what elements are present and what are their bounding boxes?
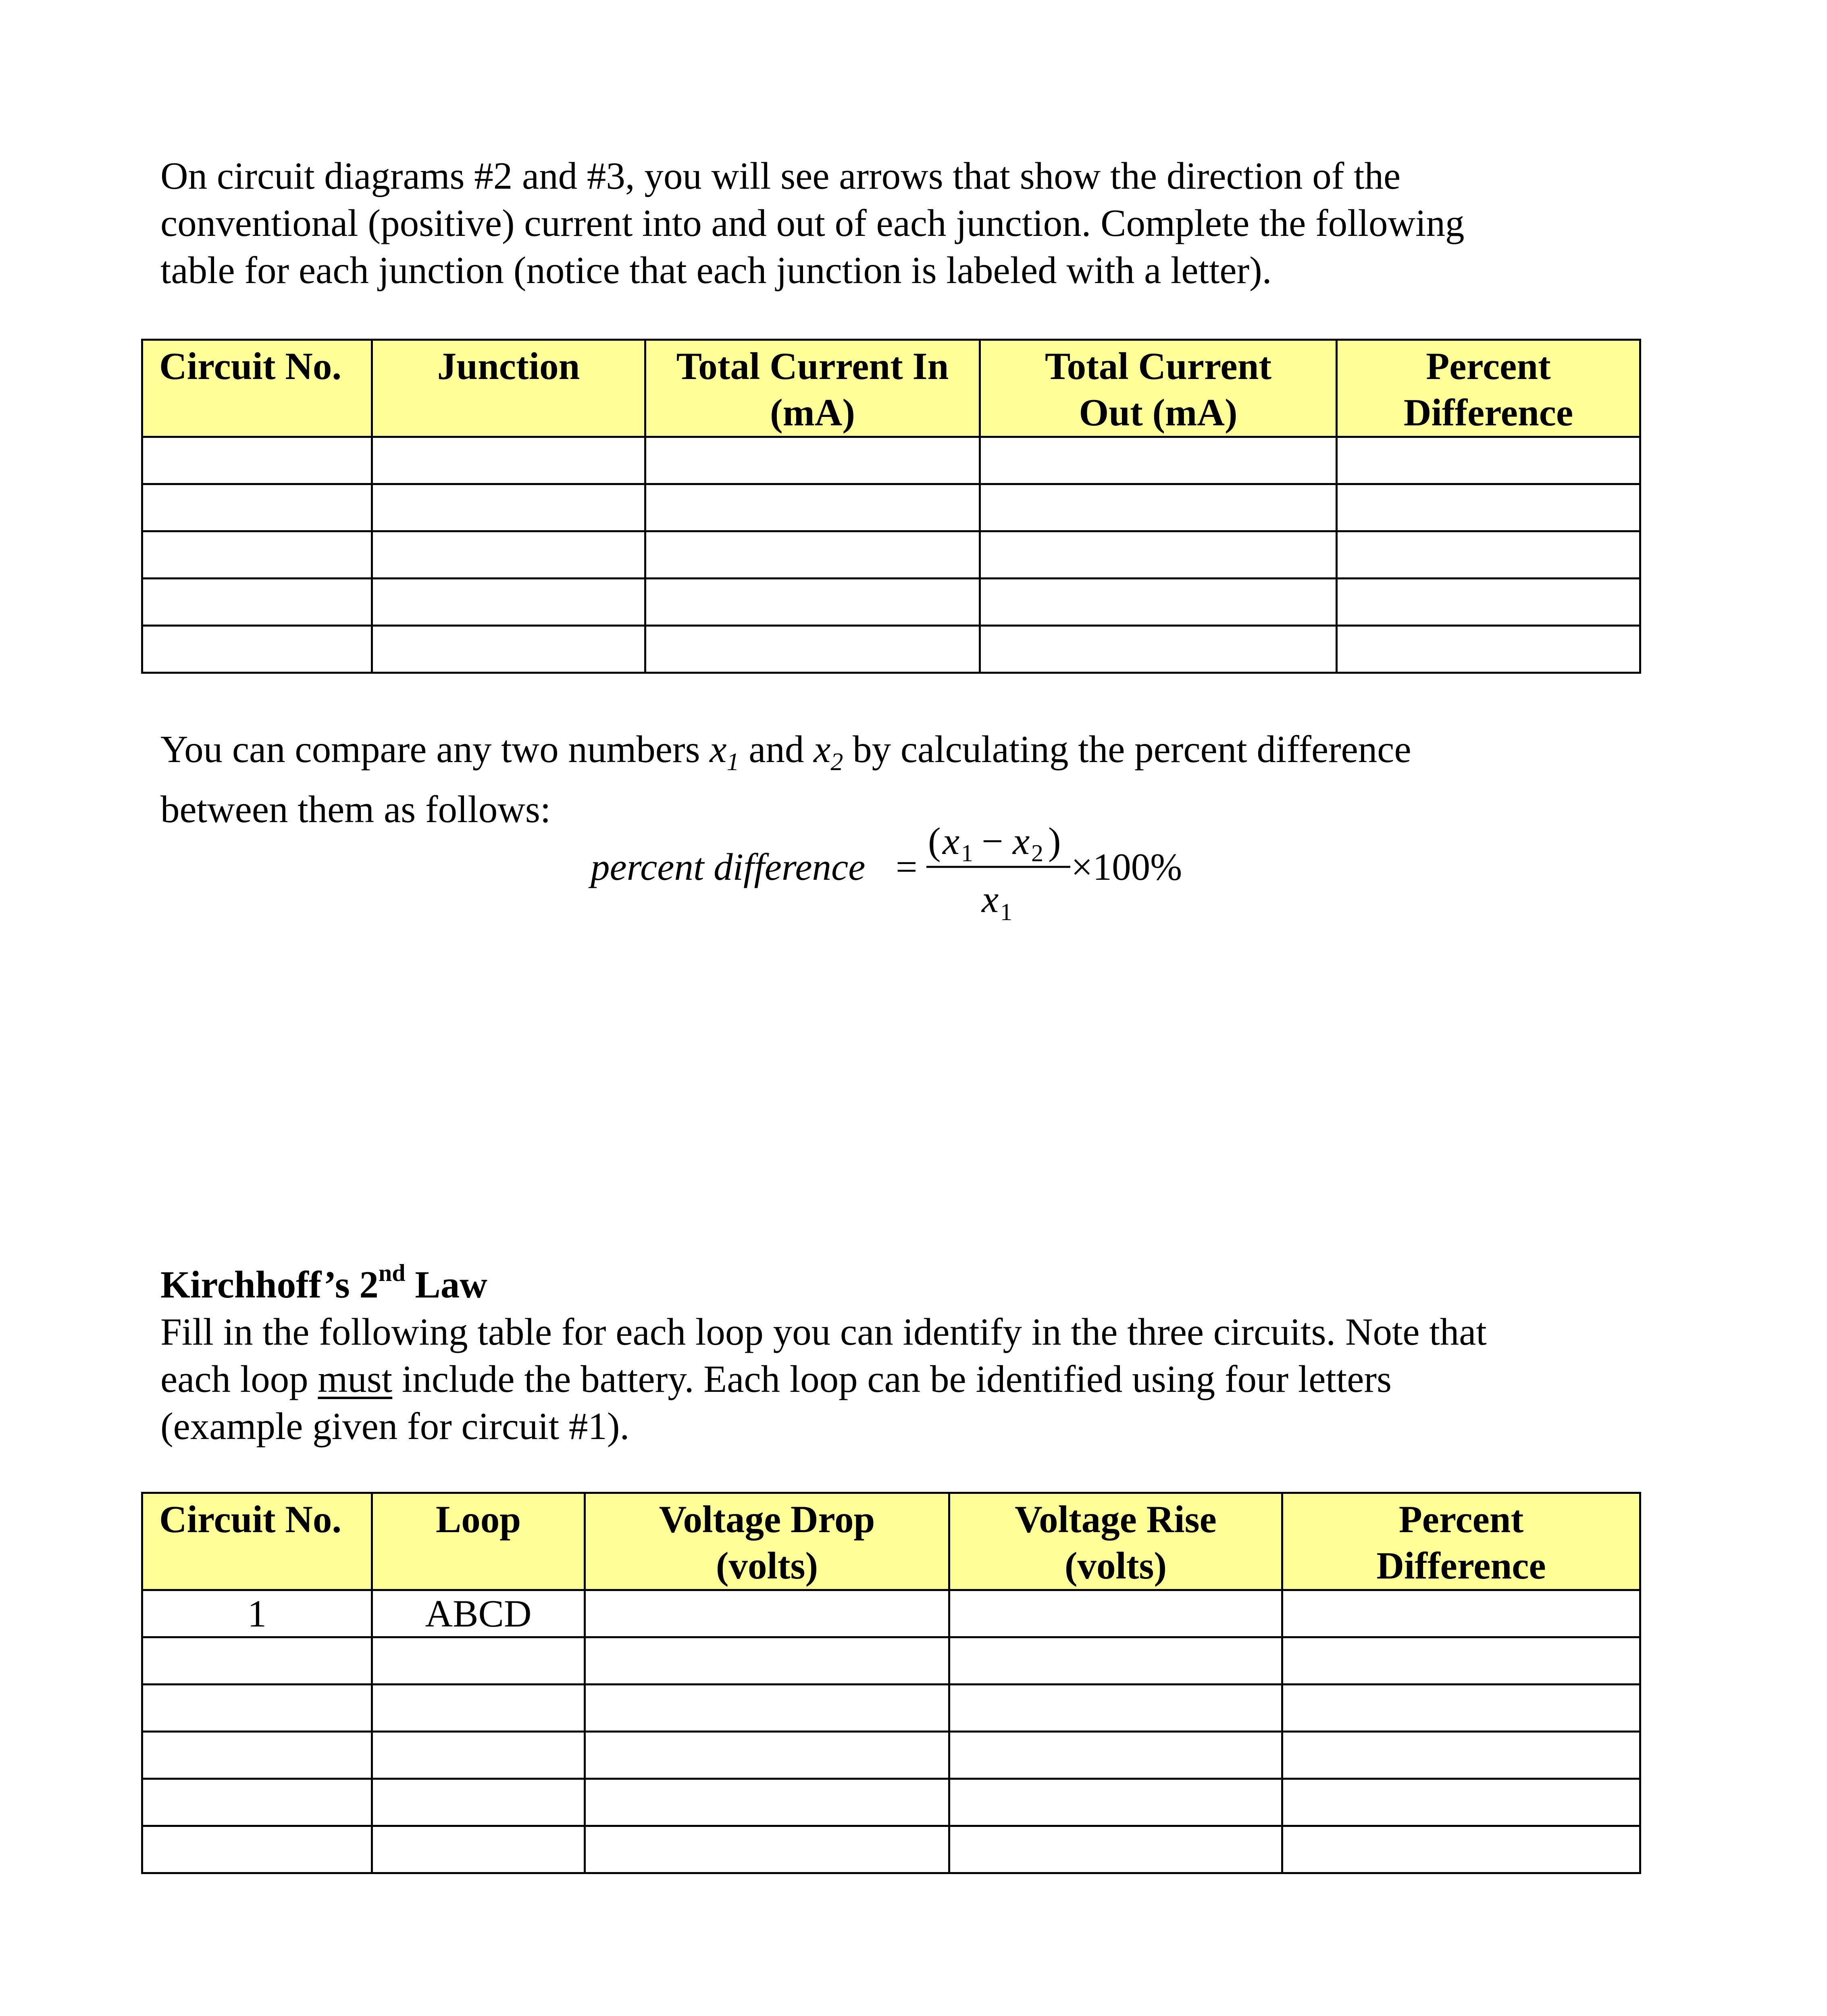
formula-times-100: ×100% <box>1071 846 1182 888</box>
intro-line: On circuit diagrams #2 and #3, you will see arrows that show the direction of the <box>160 154 1401 197</box>
formula-sub1: 1 <box>961 840 973 866</box>
table-cell[interactable]: 1 <box>142 1590 372 1637</box>
table-cell[interactable] <box>949 1590 1282 1637</box>
intro-line: table for each junction (notice that each junction is labeled with a letter). <box>160 249 1272 292</box>
table-row <box>142 1826 1640 1873</box>
table-row <box>142 531 1640 579</box>
table-row <box>142 1590 1640 1637</box>
formula-open-paren: ( <box>928 820 941 862</box>
formula-lhs: percent difference <box>591 846 866 888</box>
table-cell[interactable] <box>585 1637 949 1685</box>
header-loop: Loop <box>372 1493 585 1590</box>
kirchhoff-line: Fill in the following table for each loop you can identify in the three circuits. Note that <box>160 1310 1487 1353</box>
table-cell[interactable] <box>372 1637 585 1685</box>
intro-paragraph <box>160 152 1652 294</box>
header-total-current-out: Total Current Out (mA) <box>980 340 1337 437</box>
table-cell[interactable] <box>949 1637 1282 1685</box>
table-cell[interactable] <box>645 626 980 673</box>
compare-line: You can compare any two numbers $x_1$ and $x_2$ by calculating the percent difference <box>160 728 1411 776</box>
table-row <box>142 1779 1640 1826</box>
table-cell[interactable] <box>980 579 1337 626</box>
table-cell[interactable] <box>1337 531 1640 579</box>
header-total-current-in: Total Current In (mA) <box>645 340 980 437</box>
table-cell[interactable] <box>1337 579 1640 626</box>
table-cell[interactable] <box>142 626 372 673</box>
table-cell[interactable] <box>980 626 1337 673</box>
table-cell[interactable] <box>142 437 372 484</box>
table-cell[interactable] <box>142 484 372 531</box>
table-cell[interactable] <box>1337 626 1640 673</box>
table-cell[interactable] <box>372 531 645 579</box>
kirchhoff-paragraph <box>160 1308 1652 1450</box>
table-cell[interactable]: ABCD <box>372 1590 585 1637</box>
formula-minus: − <box>982 820 1003 862</box>
emphasis-must: must <box>318 1358 393 1400</box>
table-cell[interactable] <box>372 1685 585 1732</box>
table-row <box>142 626 1640 673</box>
table-row <box>142 484 1640 531</box>
table-cell[interactable] <box>372 1732 585 1779</box>
table-cell[interactable] <box>585 1779 949 1826</box>
table-cell[interactable] <box>372 484 645 531</box>
table-cell[interactable] <box>1282 1637 1640 1685</box>
table-cell[interactable] <box>142 1685 372 1732</box>
table-cell[interactable] <box>142 1637 372 1685</box>
header-percent-difference: Percent Difference <box>1337 340 1640 437</box>
header-circuit-no: Circuit No. <box>142 1493 372 1590</box>
table-cell[interactable] <box>1282 1826 1640 1873</box>
table-row <box>142 437 1640 484</box>
table-cell[interactable] <box>142 1826 372 1873</box>
table-cell[interactable] <box>1282 1779 1640 1826</box>
table-cell[interactable] <box>949 1826 1282 1873</box>
formula-sub2: 2 <box>1031 840 1043 866</box>
kirchhoff-heading: Kirchhoff’s 2nd Law <box>160 1260 487 1306</box>
table-cell[interactable] <box>1282 1590 1640 1637</box>
table-cell[interactable] <box>372 437 645 484</box>
table-cell[interactable] <box>645 579 980 626</box>
table-header-row <box>142 1493 1640 1590</box>
table-cell[interactable] <box>980 437 1337 484</box>
table-cell[interactable] <box>585 1590 949 1637</box>
compare-line: between them as follows: <box>160 788 551 831</box>
table-cell[interactable] <box>645 531 980 579</box>
kirchhoff-line: (example given for circuit #1). <box>160 1405 630 1447</box>
table-row <box>142 579 1640 626</box>
table-cell[interactable] <box>1282 1685 1640 1732</box>
table-cell[interactable] <box>949 1732 1282 1779</box>
table-cell[interactable] <box>949 1779 1282 1826</box>
table-header-row <box>142 340 1640 437</box>
header-circuit-no: Circuit No. <box>142 340 372 437</box>
table-cell[interactable] <box>142 1732 372 1779</box>
table-cell[interactable] <box>980 484 1337 531</box>
header-junction: Junction <box>372 340 645 437</box>
compare-paragraph <box>160 726 1652 833</box>
formula-denominator-x1: x <box>982 878 999 921</box>
table-row <box>142 1637 1640 1685</box>
header-voltage-drop: Voltage Drop (volts) <box>585 1493 949 1590</box>
table-cell[interactable] <box>645 484 980 531</box>
formula-denominator-sub1: 1 <box>1000 899 1012 925</box>
header-percent-difference: Percent Difference <box>1282 1493 1640 1590</box>
x2-symbol: $x_2$ <box>814 728 843 776</box>
table-cell[interactable] <box>372 1779 585 1826</box>
table-cell[interactable] <box>949 1685 1282 1732</box>
loop-table <box>141 1492 1641 1874</box>
intro-line: conventional (positive) current into and out of each junction. Complete the following <box>160 202 1465 244</box>
table-cell[interactable] <box>372 1826 585 1873</box>
table-cell[interactable] <box>1337 484 1640 531</box>
table-cell[interactable] <box>1282 1732 1640 1779</box>
table-cell[interactable] <box>372 579 645 626</box>
formula-close-paren: ) <box>1048 820 1061 862</box>
table-cell[interactable] <box>585 1732 949 1779</box>
table-cell[interactable] <box>372 626 645 673</box>
table-cell[interactable] <box>585 1685 949 1732</box>
header-voltage-rise: Voltage Rise (volts) <box>949 1493 1282 1590</box>
table-cell[interactable] <box>1337 437 1640 484</box>
table-cell[interactable] <box>980 531 1337 579</box>
table-cell[interactable] <box>645 437 980 484</box>
formula-equals: = <box>896 846 918 888</box>
table-row <box>142 1732 1640 1779</box>
table-row <box>142 1685 1640 1732</box>
table-cell[interactable] <box>142 1779 372 1826</box>
table-cell[interactable] <box>142 579 372 626</box>
table-cell[interactable] <box>585 1826 949 1873</box>
formula-x1: x <box>943 820 960 862</box>
kirchhoff-line: each loop must include the battery. Each loop can be identified using four letters <box>160 1358 1392 1400</box>
formula-x2: x <box>1013 820 1030 862</box>
table-cell[interactable] <box>142 531 372 579</box>
x1-symbol: $x_1$ <box>710 728 739 776</box>
junction-table <box>141 339 1641 674</box>
